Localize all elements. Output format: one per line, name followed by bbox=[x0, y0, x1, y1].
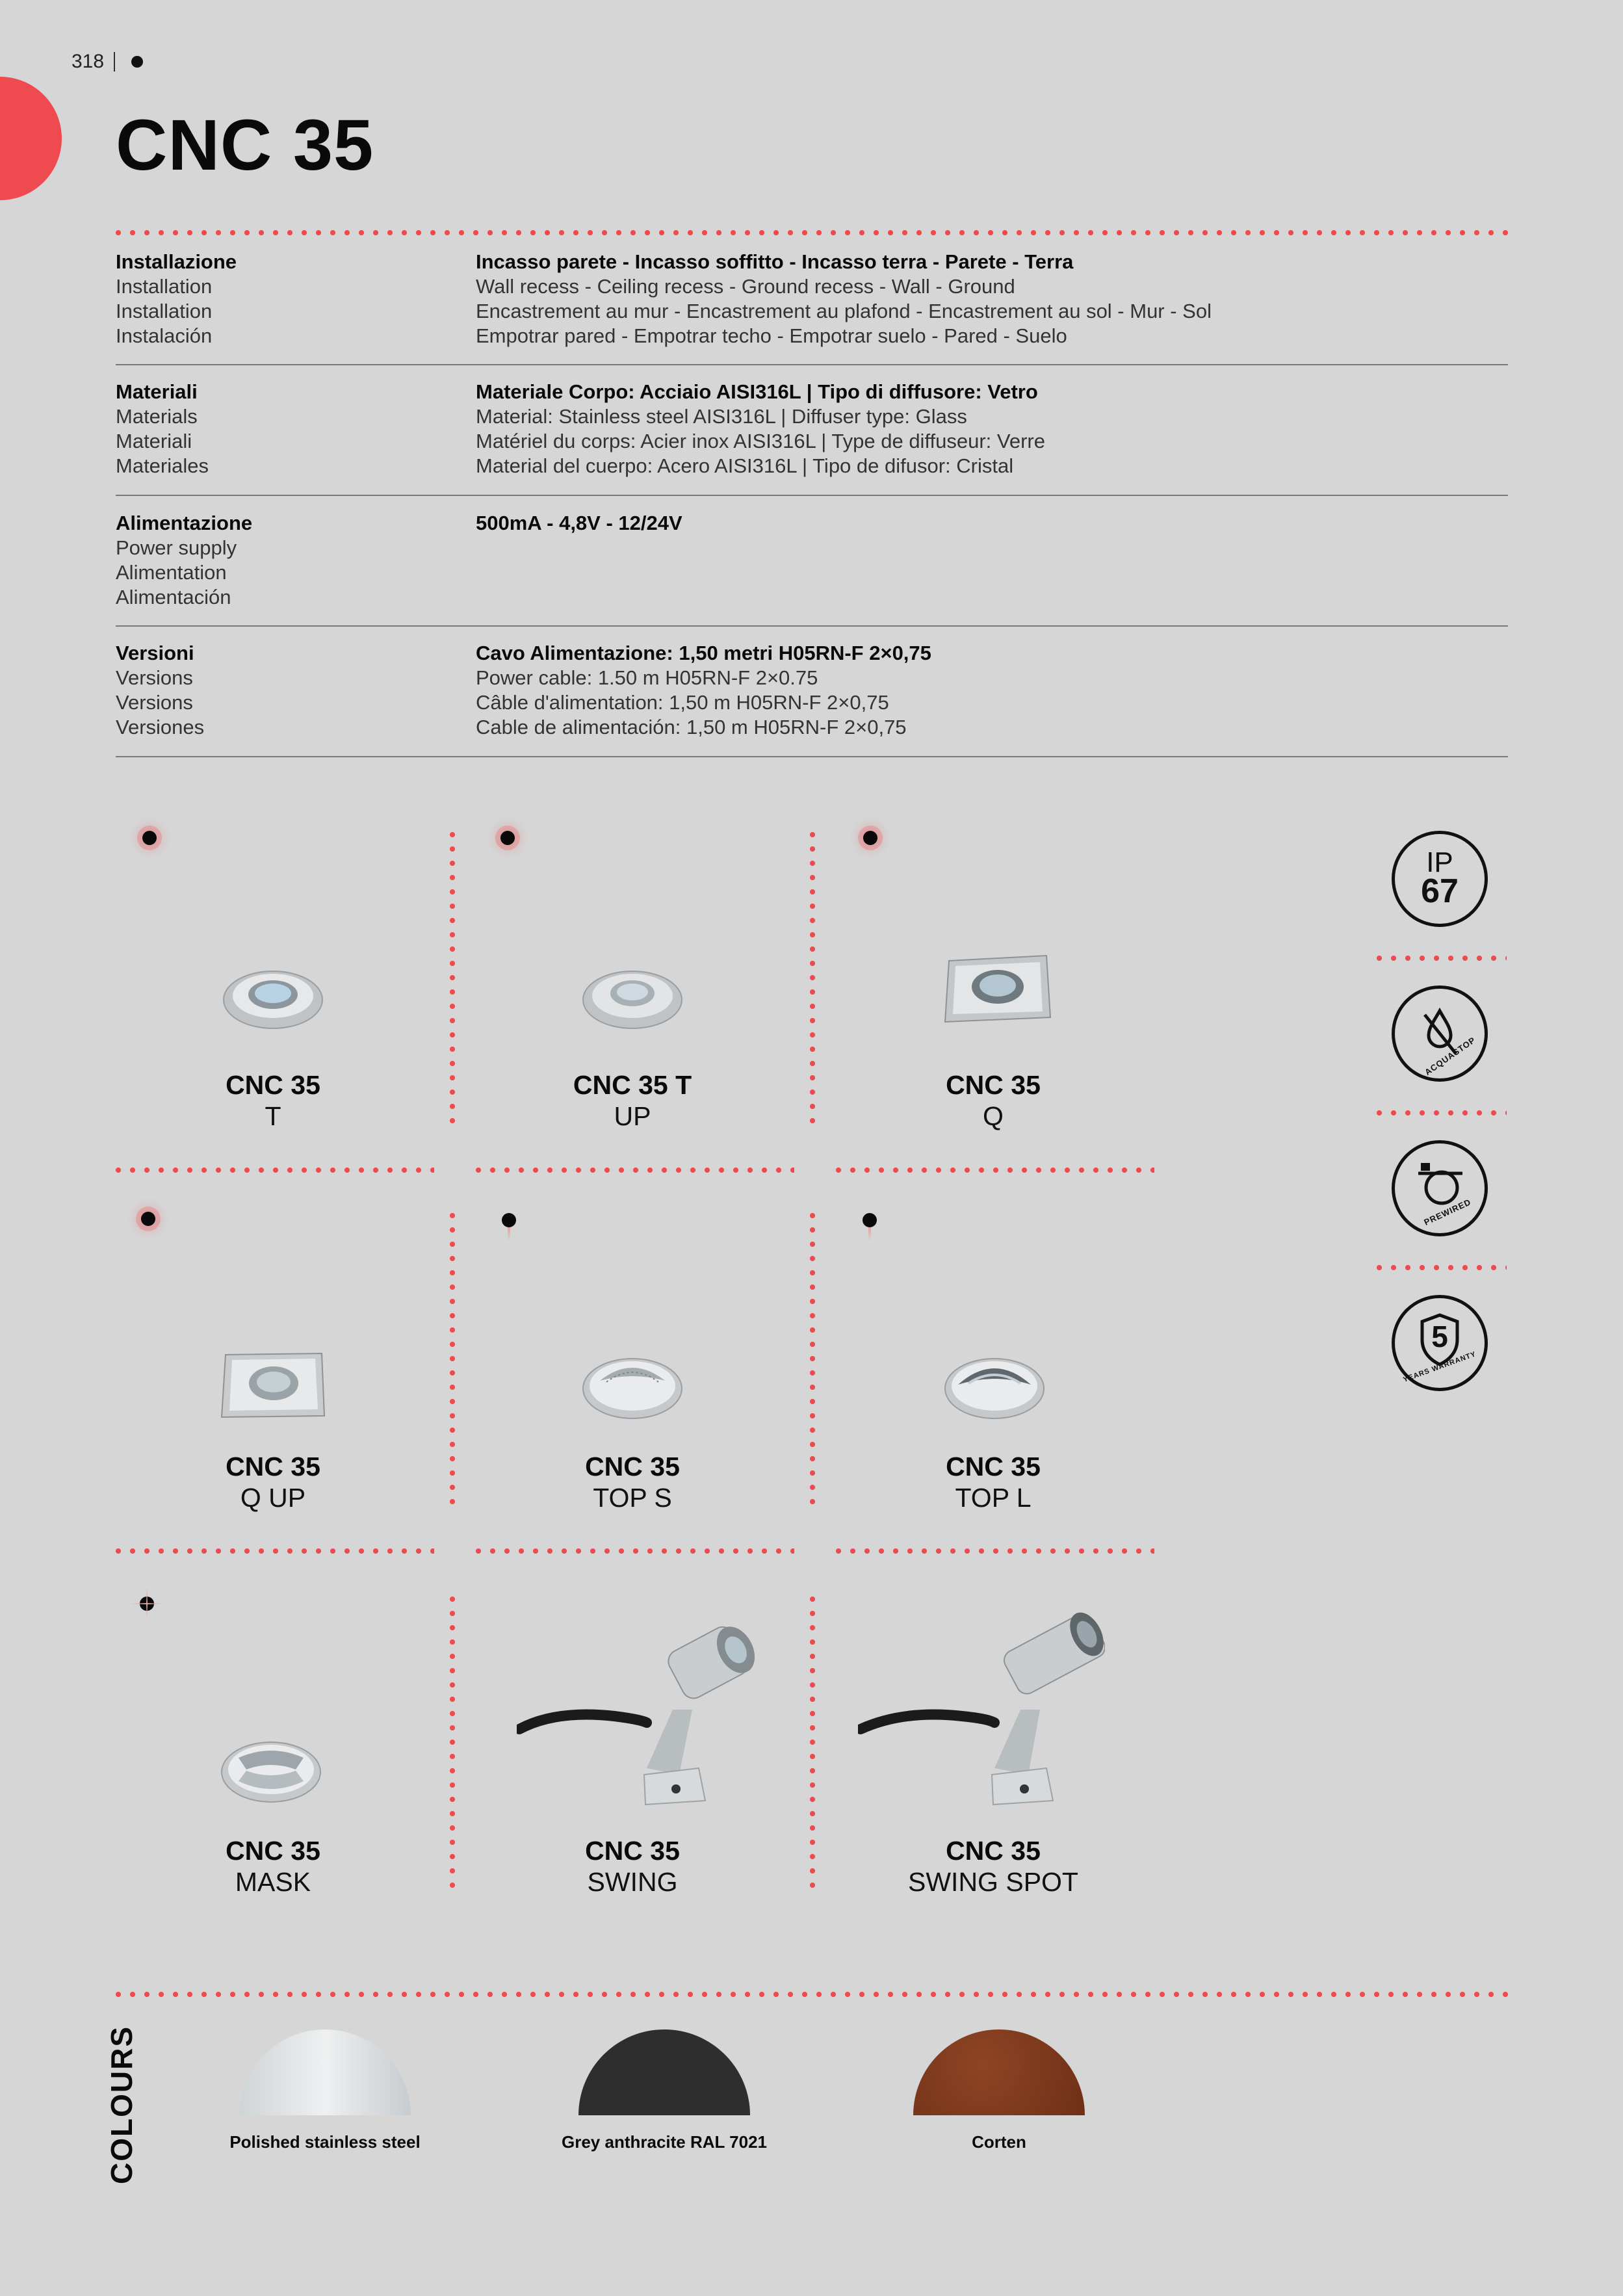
warranty-badge-icon bbox=[1392, 1295, 1488, 1391]
brand-red-circle bbox=[0, 77, 62, 200]
warranty-label: YEARS WARRANTY bbox=[1402, 1350, 1477, 1384]
product-name: CNC 35 bbox=[585, 1452, 680, 1481]
badge-divider bbox=[1377, 956, 1507, 961]
product-variant: T bbox=[265, 1101, 281, 1131]
spec-power-labels: Alimentazione Power supply Alimentation Alimentación bbox=[116, 512, 253, 608]
product-name: CNC 35 T bbox=[573, 1070, 692, 1100]
product-name: CNC 35 bbox=[226, 1070, 320, 1100]
product-image-cnc35-q-up bbox=[218, 1346, 328, 1427]
product-variant: TOP S bbox=[593, 1483, 672, 1513]
spec-materials-values: Materiale Corpo: Acciaio AISI316L | Tipo di diffusore: Vetro Material: Stainless steel AISI316L | Diffuser type: Glass Matériel du corps: Acier inox AISI316L | Type de diffuseur: Verre Material del cuerpo: Acero AISI316L | Tipo de difusor: Cristal bbox=[476, 380, 1045, 477]
page-number-separator bbox=[114, 52, 115, 72]
product-image-cnc35-t-up bbox=[580, 962, 684, 1037]
grid-horizontal-divider bbox=[836, 1548, 1154, 1554]
spec-divider bbox=[116, 756, 1508, 757]
product-name: CNC 35 bbox=[946, 1836, 1041, 1866]
product-variant: SWING SPOT bbox=[908, 1867, 1078, 1897]
dotted-divider-colours bbox=[116, 1992, 1508, 1997]
spec-divider bbox=[116, 495, 1508, 496]
product-name: CNC 35 bbox=[585, 1836, 680, 1866]
product-variant: MASK bbox=[235, 1867, 311, 1897]
grid-horizontal-divider bbox=[116, 1168, 434, 1173]
prewired-badge-icon bbox=[1392, 1140, 1488, 1236]
badge-divider bbox=[1377, 1110, 1507, 1115]
product-image-cnc35-top-s bbox=[580, 1352, 684, 1427]
ip67-badge-icon bbox=[1392, 831, 1488, 927]
spec-versions-values: Cavo Alimentazione: 1,50 metri H05RN-F 2×0,75 Power cable: 1.50 m H05RN-F 2×0.75 Câble d'alimentation: 1,50 m H05RN-F 2×0,75 Cable de alimentación: 1,50 m H05RN-F 2×0,75 bbox=[476, 642, 931, 738]
spec-divider bbox=[116, 364, 1508, 365]
product-variant: Q UP bbox=[240, 1483, 306, 1513]
product-variant: TOP L bbox=[955, 1483, 1032, 1513]
grid-vertical-divider bbox=[450, 1597, 455, 1896]
colours-heading: COLOURS bbox=[105, 2026, 138, 2184]
product-name: CNC 35 bbox=[226, 1836, 320, 1866]
warranty-number: 5 bbox=[1431, 1320, 1448, 1353]
light-emission-icon bbox=[502, 1213, 516, 1227]
badge-divider bbox=[1377, 1265, 1507, 1270]
product-image-cnc35-swing bbox=[517, 1612, 764, 1810]
spec-divider bbox=[116, 625, 1508, 627]
spec-versions-labels: Versioni Versions Versions Versiones bbox=[116, 642, 205, 738]
light-emission-icon bbox=[142, 831, 157, 845]
acquastop-label: ACQUASTOP bbox=[1423, 1035, 1477, 1077]
prewired-label: PREWIRED bbox=[1422, 1197, 1473, 1227]
grid-vertical-divider bbox=[450, 1213, 455, 1512]
product-image-cnc35-top-l bbox=[942, 1352, 1046, 1427]
ip-label: IP bbox=[1426, 846, 1453, 878]
colour-label: Corten bbox=[972, 2132, 1026, 2152]
grid-horizontal-divider bbox=[476, 1168, 794, 1173]
product-variant: UP bbox=[614, 1101, 651, 1131]
acquastop-badge-icon bbox=[1392, 985, 1488, 1082]
light-emission-icon bbox=[863, 831, 877, 845]
dotted-divider-top bbox=[116, 230, 1508, 235]
grid-horizontal-divider bbox=[476, 1548, 794, 1554]
light-emission-icon bbox=[500, 831, 515, 845]
product-variant: Q bbox=[983, 1101, 1004, 1131]
swatch-polished-stainless-steel bbox=[239, 2029, 411, 2115]
product-name: CNC 35 bbox=[946, 1070, 1041, 1100]
page-number: 318 bbox=[71, 51, 105, 72]
light-emission-icon bbox=[863, 1213, 877, 1227]
product-image-cnc35-q bbox=[942, 949, 1053, 1030]
swatch-corten bbox=[913, 2029, 1085, 2115]
spec-installation-labels: Installazione Installation Installation Instalación bbox=[116, 250, 237, 347]
product-name: CNC 35 bbox=[226, 1452, 320, 1481]
light-emission-icon bbox=[141, 1212, 155, 1226]
product-image-cnc35-swing-spot bbox=[858, 1606, 1105, 1810]
grid-horizontal-divider bbox=[836, 1168, 1154, 1173]
colour-label: Polished stainless steel bbox=[229, 2132, 421, 2152]
grid-vertical-divider bbox=[810, 832, 815, 1125]
product-image-cnc35-t bbox=[221, 962, 325, 1037]
colour-label: Grey anthracite RAL 7021 bbox=[562, 2132, 767, 2152]
grid-vertical-divider bbox=[810, 1213, 815, 1512]
light-emission-icon bbox=[140, 1597, 154, 1611]
grid-vertical-divider bbox=[810, 1597, 815, 1896]
swatch-grey-anthracite bbox=[578, 2029, 750, 2115]
spec-power-values: 500mA - 4,8V - 12/24V bbox=[476, 512, 682, 534]
ip-value: 67 bbox=[1421, 872, 1459, 910]
product-name: CNC 35 bbox=[946, 1452, 1041, 1481]
spec-materials-labels: Materiali Materials Materiali Materiales bbox=[116, 380, 209, 477]
spec-installation-values: Incasso parete - Incasso soffitto - Incasso terra - Parete - Terra Wall recess - Ceiling recess - Ground recess - Wall - Ground Encastrement au mur - Encastrement au plafond - Encastrement au sol - Mur - Sol Empotrar pared - Empotrar techo - Empotrar suelo - Pared - Suelo bbox=[476, 250, 1212, 347]
product-variant: SWING bbox=[587, 1867, 678, 1897]
grid-vertical-divider bbox=[450, 832, 455, 1125]
page-dot-icon bbox=[131, 56, 143, 68]
product-image-cnc35-mask bbox=[219, 1734, 323, 1809]
page-title: CNC 35 bbox=[116, 105, 374, 185]
grid-horizontal-divider bbox=[116, 1548, 434, 1554]
